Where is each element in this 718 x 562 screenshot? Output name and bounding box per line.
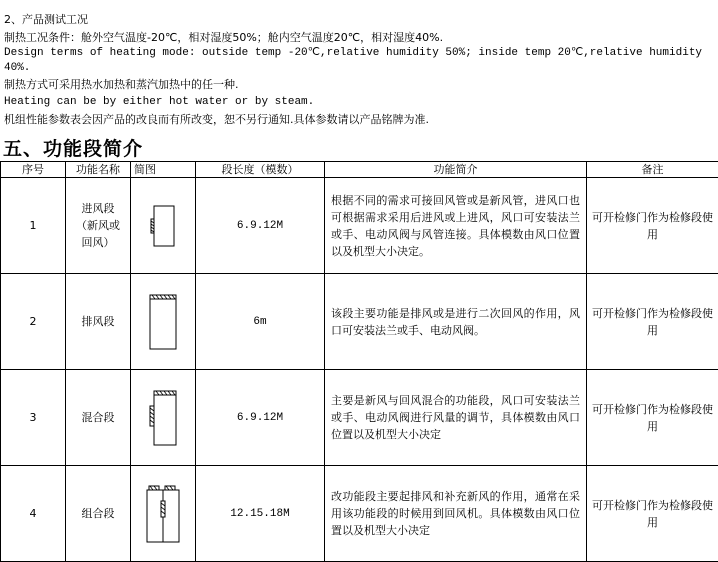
row-length: 6.9.12M (196, 370, 325, 466)
row-no: 1 (1, 178, 66, 274)
header-function: 功能简介 (325, 162, 587, 178)
row-function: 主要是新风与回风混合的功能段，风口可安装法兰或手、电动风阀进行风量的调节，具体模数由风口位置以及机型大小决定 (325, 370, 587, 466)
header-length: 段长度（模数） (196, 162, 325, 178)
row-diagram (131, 370, 196, 466)
row-no: 3 (1, 370, 66, 466)
header-note: 备注 (587, 162, 718, 178)
header-name: 功能名称 (66, 162, 131, 178)
intro-heading: 2、产品测试工况 (4, 13, 88, 26)
row-length: 6m (196, 274, 325, 370)
heating-conditions-en: Design terms of heating mode: outside temp -20℃,relative humidity 50%; inside temp 20℃,relative humidity 40%. (4, 47, 703, 74)
row-note: 可开检修门作为检修段使用 (587, 466, 718, 562)
combined-section-icon (145, 485, 181, 543)
header-no: 序号 (1, 162, 66, 178)
heating-method-cn: 制热方式可采用热水加热和蒸汽加热中的任一种. (4, 78, 239, 91)
function-section-table (0, 161, 718, 562)
row-name: 排风段 (66, 274, 131, 370)
table-row (1, 466, 718, 562)
row-name: 进风段（新风或回风） (66, 178, 131, 274)
row-no: 4 (1, 466, 66, 562)
mixing-section-icon (148, 390, 178, 446)
row-diagram (131, 466, 196, 562)
row-diagram (131, 274, 196, 370)
row-note: 可开检修门作为检修段使用 (587, 274, 718, 370)
row-name: 混合段 (66, 370, 131, 466)
row-no: 2 (1, 274, 66, 370)
disclaimer: 机组性能参数表会因产品的改良而有所改变，恕不另行通知.具体参数请以产品铭牌为准. (4, 113, 429, 126)
row-function: 该段主要功能是排风或是进行二次回风的作用，风口可安装法兰或手、电动风阀。 (325, 274, 587, 370)
row-name: 组合段 (66, 466, 131, 562)
row-note: 可开检修门作为检修段使用 (587, 370, 718, 466)
inlet-section-icon (150, 205, 176, 247)
table-header-row (1, 162, 718, 178)
row-length: 6.9.12M (196, 178, 325, 274)
row-function: 根据不同的需求可接回风管或是新风管，进风口也可根据需求采用后进风或上进风，风口可安装法兰或手、电动风阀与风管连接。具体模数由风口位置以及机型大小决定。 (325, 178, 587, 274)
row-length: 12.15.18M (196, 466, 325, 562)
header-diagram: 简图 (131, 162, 196, 178)
section-title: 五、功能段简介 (3, 138, 144, 160)
exhaust-section-icon (148, 294, 178, 350)
table-row (1, 178, 718, 274)
table-row (1, 370, 718, 466)
row-diagram (131, 178, 196, 274)
intro-text (4, 11, 716, 129)
row-note: 可开检修门作为检修段使用 (587, 178, 718, 274)
row-function: 改功能段主要起排风和补充新风的作用，通常在采用该功能段的时候用到回风机。具体模数由风口位置以及机型大小决定 (325, 466, 587, 562)
heating-method-en: Heating can be by either hot water or by steam. (4, 95, 315, 108)
heating-conditions-cn: 制热工况条件：舱外空气温度-20℃，相对湿度50%；舱内空气温度20℃，相对湿度40%. (4, 30, 444, 44)
table-row (1, 274, 718, 370)
